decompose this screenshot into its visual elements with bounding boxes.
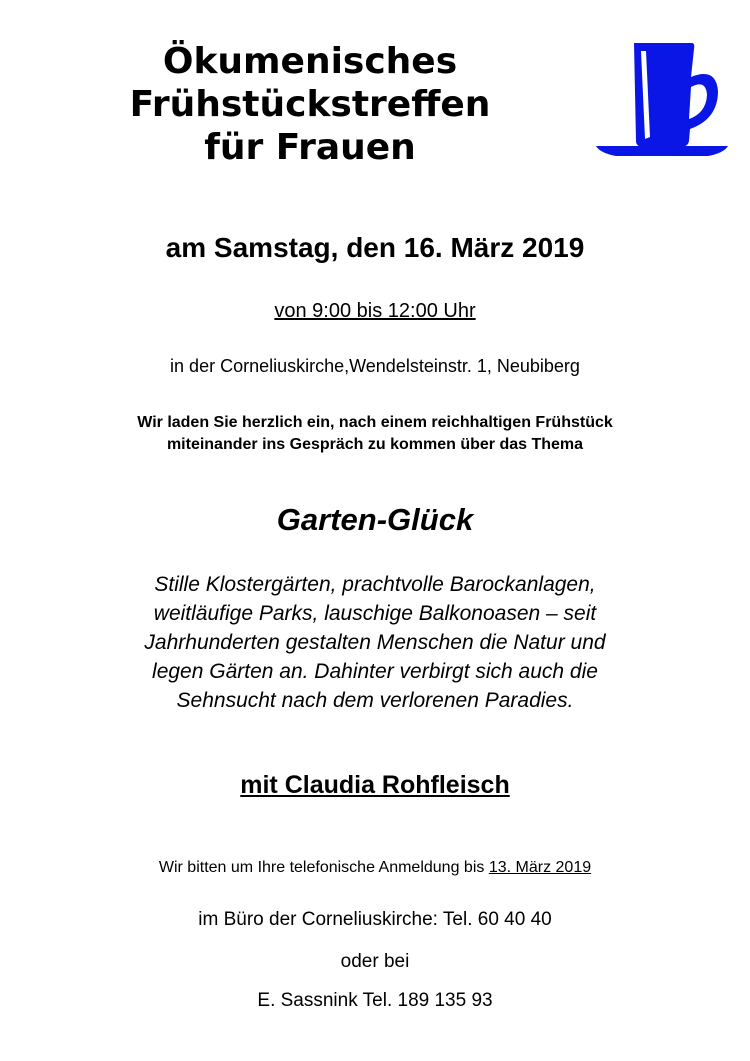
or-text: oder bei [340, 951, 410, 972]
title-line-1: Ökumenisches [162, 41, 458, 82]
registration-prefix: Wir bitten um Ihre telefonische Anmeldung bis [158, 859, 489, 876]
saucer [596, 146, 728, 156]
event-time-text: von 9:00 bis 12:00 Uhr [274, 300, 476, 322]
topic-title: Garten-Glück [276, 502, 474, 537]
invitation-line-2: miteinander ins Gespräch zu kommen über das Thema [166, 436, 584, 453]
title-line-3: für Frauen [204, 127, 416, 168]
event-date: am Samstag, den 16. März 2019 [165, 232, 585, 263]
registration-deadline: 13. März 2019 [488, 859, 592, 876]
title-line-2: Frühstückstreffen [129, 84, 491, 125]
description-line-5: Sehnsucht nach dem verlorenen Paradies. [176, 689, 574, 712]
description-line-4: legen Gärten an. Dahinter verbirgt sich auch die [152, 660, 598, 683]
office-phone: im Büro der Corneliuskirche: Tel. 60 40 40 [198, 909, 552, 930]
description-line-2: weitläufige Parks, lauschige Balkonoasen – seit [153, 602, 597, 625]
speaker-name: mit Claudia Rohfleisch [240, 771, 510, 799]
registration-notice [0, 857, 750, 879]
description-line-1: Stille Klostergärten, prachtvolle Barockanlagen, [154, 573, 596, 596]
coffee-cup-icon [596, 41, 728, 159]
speaker [0, 769, 750, 801]
flyer-title [100, 40, 520, 169]
event-time [0, 298, 750, 324]
description-line-3: Jahrhunderten gestalten Menschen die Natur und [144, 631, 606, 654]
event-location: in der Corneliuskirche,Wendelsteinstr. 1, Neubiberg [170, 356, 580, 376]
invitation-text [0, 412, 750, 456]
contact-phone: E. Sassnink Tel. 189 135 93 [257, 990, 493, 1011]
topic-description [0, 570, 750, 715]
invitation-line-1: Wir laden Sie herzlich ein, nach einem reichhaltigen Frühstück [137, 414, 613, 431]
